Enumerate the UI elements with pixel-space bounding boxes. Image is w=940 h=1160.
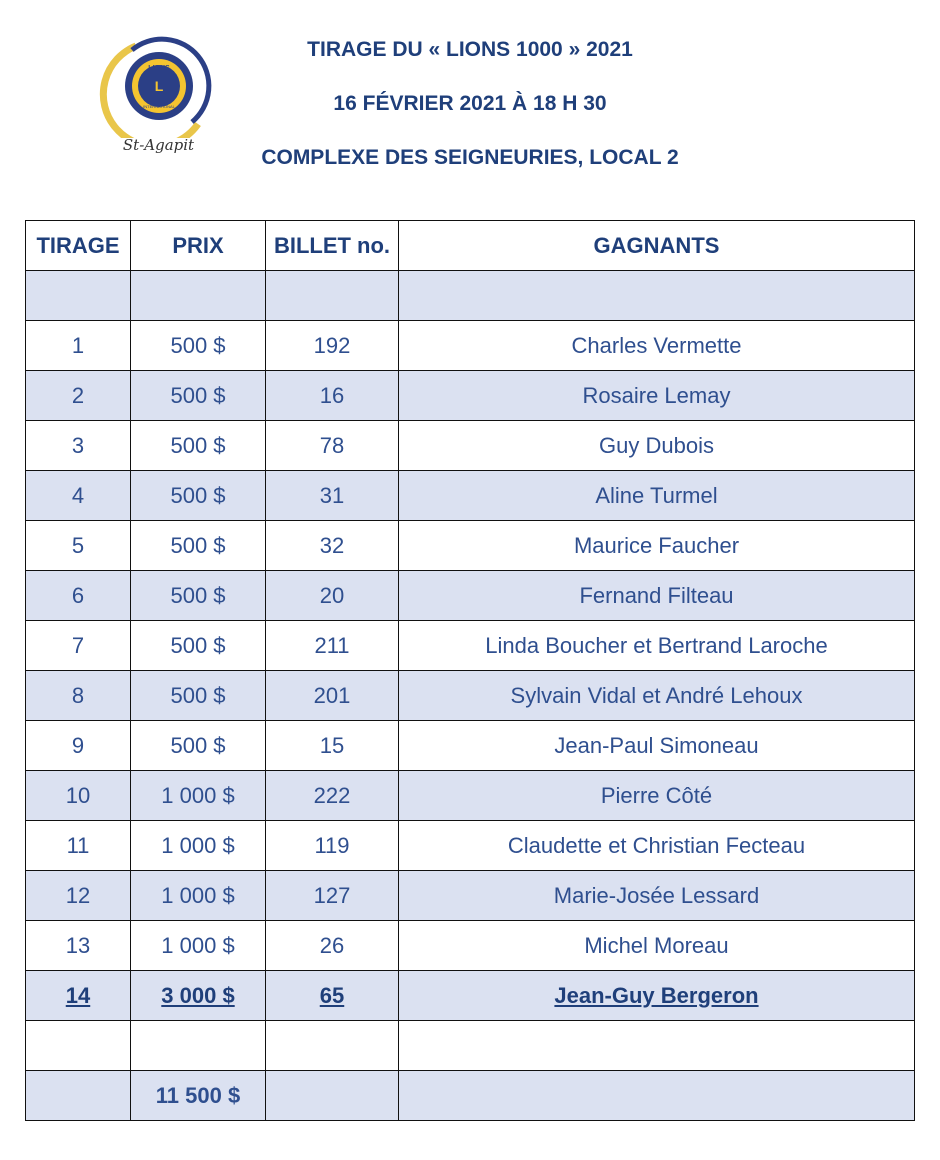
cell-tirage: 10 (26, 771, 131, 821)
col-header-tirage: TIRAGE (26, 221, 131, 271)
cell-gagnant: Charles Vermette (399, 321, 915, 371)
table-row (26, 671, 915, 721)
cell-billet: 26 (266, 921, 399, 971)
svg-text:L: L (154, 78, 164, 94)
winners-table (25, 220, 915, 1121)
cell-prix: 3 000 $ (161, 982, 235, 1008)
cell-tirage: 13 (26, 921, 131, 971)
cell-tirage: 1 (26, 321, 131, 371)
cell-tirage: 8 (26, 671, 131, 721)
lions-emblem-icon (96, 28, 221, 138)
header-location: COMPLEXE DES SEIGNEURIES, LOCAL 2 (261, 146, 679, 169)
cell-gagnant: Aline Turmel (399, 471, 915, 521)
table-row (26, 871, 915, 921)
cell-prix: 500 $ (131, 721, 266, 771)
cell-tirage: 5 (26, 521, 131, 571)
cell-billet: 16 (266, 371, 399, 421)
total-prize-amount: 11 500 $ (131, 1071, 266, 1121)
table-row-grand-prize (26, 971, 915, 1021)
cell-tirage: 4 (26, 471, 131, 521)
table-row (26, 621, 915, 671)
cell-gagnant: Guy Dubois (399, 421, 915, 471)
cell-billet: 192 (266, 321, 399, 371)
cell-tirage: 9 (26, 721, 131, 771)
cell-prix: 500 $ (131, 521, 266, 571)
cell-prix: 1 000 $ (131, 821, 266, 871)
table-row-total (26, 1071, 915, 1121)
cell-gagnant: Rosaire Lemay (399, 371, 915, 421)
cell-billet: 31 (266, 471, 399, 521)
cell-prix: 1 000 $ (131, 871, 266, 921)
cell-billet: 15 (266, 721, 399, 771)
header-date: 16 FÉVRIER 2021 À 18 H 30 (333, 92, 607, 115)
cell-prix: 1 000 $ (131, 921, 266, 971)
table-row (26, 371, 915, 421)
table-row (26, 721, 915, 771)
table-row (26, 571, 915, 621)
cell-tirage: 12 (26, 871, 131, 921)
table-row-empty (26, 1021, 915, 1071)
cell-billet: 211 (266, 621, 399, 671)
header-title: TIRAGE DU « LIONS 1000 » 2021 (307, 38, 633, 61)
col-header-prix: PRIX (131, 221, 266, 271)
cell-tirage: 11 (26, 821, 131, 871)
cell-billet: 119 (266, 821, 399, 871)
table-header-row (26, 221, 915, 271)
cell-tirage: 2 (26, 371, 131, 421)
table-row (26, 321, 915, 371)
cell-billet: 222 (266, 771, 399, 821)
cell-prix: 500 $ (131, 471, 266, 521)
cell-gagnant: Sylvain Vidal et André Lehoux (399, 671, 915, 721)
col-header-gagnants: GAGNANTS (399, 221, 915, 271)
cell-tirage: 6 (26, 571, 131, 621)
table-row-empty (26, 271, 915, 321)
cell-prix: 500 $ (131, 371, 266, 421)
table-row (26, 821, 915, 871)
cell-billet: 127 (266, 871, 399, 921)
logo-sub-text: INTERNATIONAL (143, 104, 175, 109)
cell-gagnant: Maurice Faucher (399, 521, 915, 571)
cell-gagnant: Linda Boucher et Bertrand Laroche (399, 621, 915, 671)
logo-signature: St-Agapit (122, 136, 195, 154)
table-row (26, 771, 915, 821)
table-row (26, 921, 915, 971)
cell-gagnant: Pierre Côté (399, 771, 915, 821)
cell-prix: 500 $ (131, 571, 266, 621)
cell-billet: 32 (266, 521, 399, 571)
table-row (26, 471, 915, 521)
cell-prix: 500 $ (131, 621, 266, 671)
cell-gagnant: Michel Moreau (399, 921, 915, 971)
cell-tirage: 14 (65, 982, 91, 1008)
logo-ring-text: LIONS (148, 65, 170, 72)
cell-tirage: 3 (26, 421, 131, 471)
cell-tirage: 7 (26, 621, 131, 671)
cell-billet: 20 (266, 571, 399, 621)
cell-gagnant: Fernand Filteau (399, 571, 915, 621)
cell-prix: 1 000 $ (131, 771, 266, 821)
lions-logo (96, 28, 221, 163)
cell-gagnant: Claudette et Christian Fecteau (399, 821, 915, 871)
cell-gagnant: Jean-Guy Bergeron (554, 982, 759, 1008)
cell-gagnant: Jean-Paul Simoneau (399, 721, 915, 771)
col-header-billet: BILLET no. (266, 221, 399, 271)
cell-billet: 201 (266, 671, 399, 721)
table-row (26, 521, 915, 571)
table-row (26, 421, 915, 471)
cell-prix: 500 $ (131, 421, 266, 471)
cell-prix: 500 $ (131, 321, 266, 371)
cell-prix: 500 $ (131, 671, 266, 721)
cell-billet: 65 (319, 982, 345, 1008)
cell-gagnant: Marie-Josée Lessard (399, 871, 915, 921)
cell-billet: 78 (266, 421, 399, 471)
page-header (240, 32, 700, 194)
